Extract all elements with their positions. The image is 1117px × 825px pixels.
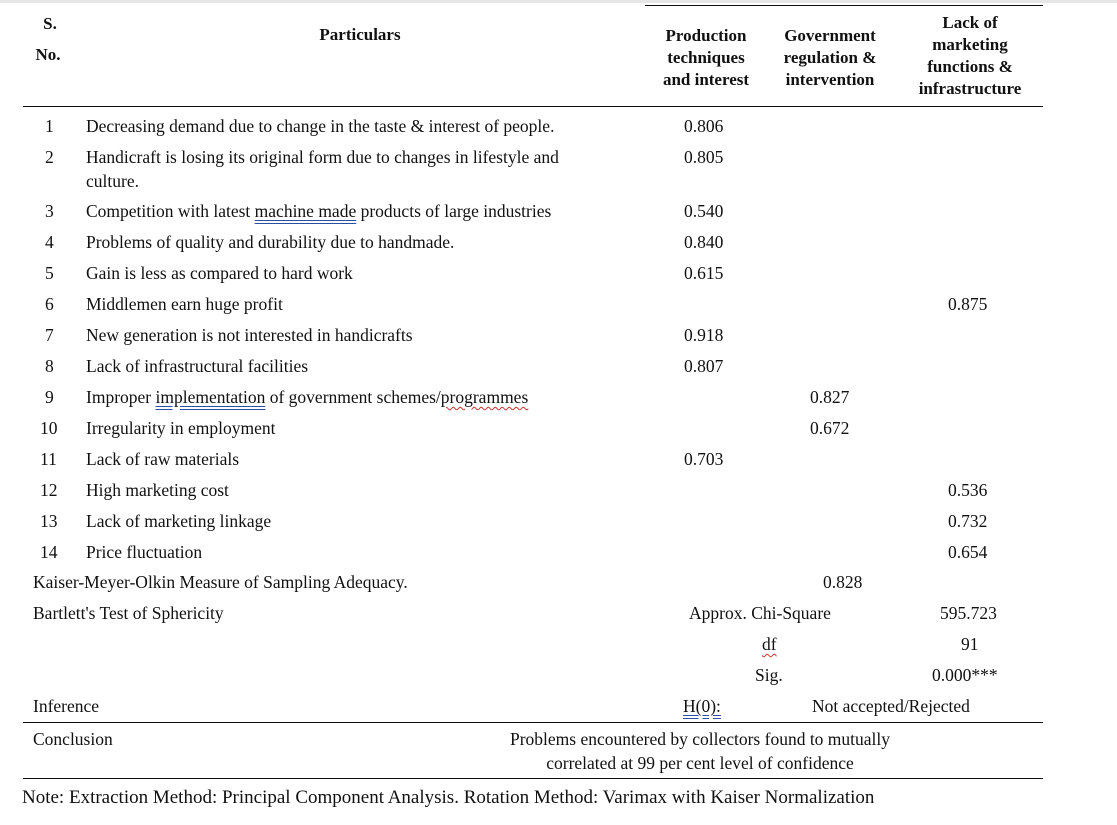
row-particular: Gain is less as compared to hard work [86, 263, 353, 283]
top-edge [0, 0, 1117, 3]
sig-label: Sig. [755, 665, 783, 685]
row-particular: Handicraft is losing its original form due to changes in lifestyle and [86, 147, 559, 167]
header-factor-2 [768, 25, 892, 91]
row-particular: Problems of quality and durability due to handmade. [86, 232, 455, 252]
row-particular: New generation is not interested in handicrafts [86, 325, 413, 345]
row-particular: Middlemen earn huge profit [86, 294, 283, 314]
header-factor-1-line-3: and interest [662, 70, 750, 89]
row-number: 4 [45, 232, 54, 252]
row-number: 9 [45, 387, 54, 407]
row-particular: Lack of infrastructural facilities [86, 356, 309, 376]
row-particular [86, 387, 528, 407]
conclusion-line-2: correlated at 99 per cent level of confidence [546, 753, 854, 773]
rule-top-factors [645, 5, 1043, 6]
header-particulars: Particulars [319, 25, 401, 44]
row-particular-part: Competition with latest [86, 201, 255, 221]
header-sno-1: S. [43, 14, 57, 33]
header-factor-1 [648, 25, 764, 91]
loading-factor-1: 0.703 [684, 449, 724, 469]
row-particular: Lack of marketing linkage [86, 511, 272, 531]
header-factor-2-line-3: intervention [785, 70, 875, 89]
row-particular-underlined: machine made [254, 201, 357, 221]
loading-factor-1: 0.540 [684, 201, 724, 221]
row-particular-part: of government schemes/ [265, 387, 441, 407]
inference-label: Inference [33, 696, 100, 716]
h0-text: H(0): [683, 696, 721, 716]
row-number: 10 [40, 418, 58, 438]
row-particular: Lack of raw materials [86, 449, 240, 469]
loading-factor-2: 0.827 [810, 387, 850, 407]
row-number: 5 [45, 263, 54, 283]
h0-label [683, 696, 721, 716]
loading-factor-1: 0.918 [684, 325, 724, 345]
header-factor-3 [900, 12, 1040, 100]
header-factor-1-line-1: Production [665, 26, 747, 45]
row-number: 7 [45, 325, 54, 345]
header-factor-3-line-1: Lack of [942, 13, 998, 32]
row-particular: Decreasing demand due to change in the taste & interest of people. [86, 116, 555, 136]
header-factor-2-line-1: Government [784, 26, 876, 45]
row-particular [86, 201, 551, 221]
bartlett-label: Bartlett's Test of Sphericity [33, 603, 224, 623]
row-particular: Price fluctuation [86, 542, 203, 562]
row-number: 1 [45, 116, 54, 136]
loading-factor-2: 0.672 [810, 418, 850, 438]
conclusion-label: Conclusion [33, 729, 113, 749]
loading-factor-1: 0.805 [684, 147, 724, 167]
row-particular: High marketing cost [86, 480, 229, 500]
df-label [762, 634, 777, 654]
loading-factor-1: 0.807 [684, 356, 724, 376]
row-number: 12 [40, 480, 58, 500]
row-particular-part: Improper [86, 387, 156, 407]
header-factor-3-line-3: functions & [927, 57, 1013, 76]
sig-value: 0.000*** [932, 665, 998, 685]
rule-before-conclusion [23, 722, 1043, 723]
chi-square-label: Approx. Chi-Square [689, 603, 831, 623]
loading-factor-3: 0.654 [948, 542, 988, 562]
loading-factor-3: 0.875 [948, 294, 988, 314]
loading-factor-3: 0.732 [948, 511, 988, 531]
kmo-value: 0.828 [823, 572, 863, 592]
row-particular-spellcheck: programmes [440, 387, 529, 407]
header-factor-1-line-2: techniques [667, 48, 745, 67]
df-value: 91 [961, 634, 979, 654]
row-particular: Irregularity in employment [86, 418, 276, 438]
rule-header-bottom [23, 106, 1043, 107]
row-particular-part: products of large industries [356, 201, 552, 221]
loading-factor-1: 0.806 [684, 116, 724, 136]
kmo-label: Kaiser-Meyer-Olkin Measure of Sampling Adequacy. [33, 572, 408, 592]
row-number: 13 [40, 511, 58, 531]
loading-factor-1: 0.615 [684, 263, 724, 283]
header-sno-2: No. [35, 45, 61, 64]
table-note: Note: Extraction Method: Principal Component Analysis. Rotation Method: Varimax with Kaiser Normalization [22, 787, 875, 808]
header-factor-3-line-2: marketing [932, 35, 1008, 54]
row-number: 6 [45, 294, 54, 314]
header-factor-3-line-4: infrastructure [918, 79, 1022, 98]
row-number: 3 [45, 201, 54, 221]
conclusion-line-1: Problems encountered by collectors found to mutually [509, 729, 891, 749]
inference-value: Not accepted/Rejected [812, 696, 970, 716]
row-number: 2 [45, 147, 54, 167]
header-factor-2-line-2: regulation & [783, 48, 877, 67]
loading-factor-1: 0.840 [684, 232, 724, 252]
rule-table-bottom [23, 778, 1043, 779]
row-particular-underlined: implementation [155, 387, 266, 407]
df-label-text: df [762, 634, 777, 654]
loading-factor-3: 0.536 [948, 480, 988, 500]
row-number: 8 [45, 356, 54, 376]
chi-square-value: 595.723 [940, 603, 997, 623]
row-particular-continued: culture. [86, 171, 139, 191]
row-number: 11 [40, 449, 57, 469]
row-number: 14 [40, 542, 58, 562]
